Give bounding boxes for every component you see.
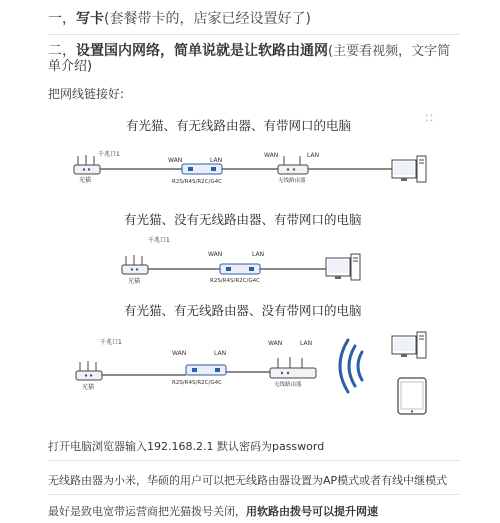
expand-icon[interactable]: ⛶ [426, 114, 433, 124]
scenario-3-title: 有光猫、有无线路由器、没有带网口的电脑 [124, 303, 362, 318]
final-note-text: 最好是致电宽带运营商把光猫拨号关闭， [48, 505, 246, 518]
modem-icon [74, 155, 100, 174]
divider [48, 460, 460, 461]
scenario-3-lan: LAN [214, 350, 227, 357]
step-two-note-cont: 单介绍) [48, 59, 93, 74]
network-diagram-svg [64, 110, 440, 426]
soft-router-icon [220, 264, 260, 274]
scenario-1-router-label: R2S/R4S/R2C/G4C [172, 179, 222, 185]
scenario-2-title: 有光猫、没有无线路由器、有带网口的电脑 [124, 212, 362, 227]
scenario-2-router-label: R2S/R4S/R2C/G4C [210, 278, 260, 284]
scenario-1-port-label: 千兆口1 [98, 151, 120, 158]
desktop-computer-icon [326, 254, 360, 280]
scenario-3-wan: WAN [172, 350, 187, 357]
wifi-signal-icon [340, 340, 362, 392]
desktop-computer-icon [392, 332, 426, 358]
final-note-bold: 用软路由拨号可以提升网速 [246, 505, 378, 518]
xiaomi-note: 无线路由器为小米，华硕的用户可以把无线路由器设置为AP模式或者有线中继模式 [48, 474, 448, 487]
modem-icon [76, 361, 102, 380]
step-two-note: (主要看视频，文字简 [328, 44, 451, 59]
scenario-1-wan2: WAN [264, 152, 279, 159]
step-one-note: (套餐带卡的，店家已经设置好了) [104, 11, 311, 27]
scenario-1-lan: LAN [210, 157, 223, 164]
modem-icon [122, 255, 148, 274]
scenario-1-lan2: LAN [307, 152, 320, 159]
scenario-2-wan: WAN [208, 251, 223, 258]
scenario-1-title: 有光猫、有无线路由器、有带网口的电脑 [126, 118, 352, 133]
scenario-2-port-label: 千兆口1 [148, 237, 170, 244]
step-one-title: 写卡 [76, 11, 104, 27]
scenario-1-wan: WAN [168, 157, 183, 164]
scenario-3-port-label: 千兆口1 [100, 339, 122, 346]
scenario-2-lan: LAN [252, 251, 265, 258]
divider [48, 34, 460, 35]
step-two-title: 设置国内网络，简单说就是让软路由通网 [76, 43, 328, 59]
divider [48, 494, 460, 495]
scenario-1-wifi-label: 无线路由器 [278, 178, 306, 184]
final-note [48, 503, 460, 519]
desktop-computer-icon [392, 156, 426, 182]
tablet-icon [398, 378, 426, 414]
step-one [48, 8, 460, 30]
scenario-2-modem-label: 光猫 [128, 278, 141, 285]
login-note: 打开电脑浏览器输入192.168.2.1 默认密码为password [48, 440, 325, 453]
connect-label: 把网线链接好: [48, 87, 125, 101]
wifi-router-icon [278, 156, 308, 174]
scenario-3-router-label: R2S/R4S/R2C/G4C [172, 380, 222, 386]
wifi-router-icon [270, 357, 316, 378]
soft-router-icon [186, 365, 226, 375]
step-one-number: 一， [48, 11, 76, 27]
soft-router-icon [182, 164, 222, 174]
scenario-3-wan2: WAN [268, 340, 283, 347]
network-diagram [64, 110, 440, 426]
scenario-1-modem-label: 光猫 [79, 177, 92, 184]
step-two-number: 二， [48, 43, 76, 59]
scenario-3-lan2: LAN [300, 340, 313, 347]
scenario-3-wifi-label: 无线路由器 [274, 382, 302, 388]
scenario-3-modem-label: 光猫 [82, 384, 95, 391]
